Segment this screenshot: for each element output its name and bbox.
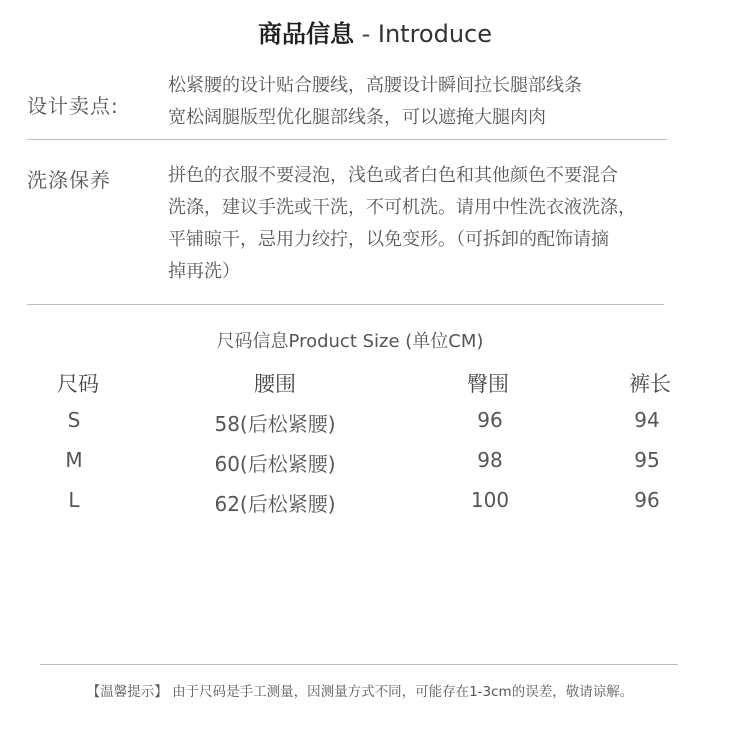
header-cell-size: 尺码 <box>57 372 99 396</box>
cell-length: 95 <box>634 448 660 472</box>
footer-divider <box>40 664 678 665</box>
page-header <box>0 14 750 49</box>
cell-size: S <box>67 408 81 432</box>
size-table-header <box>0 368 750 408</box>
cell-size: L <box>68 488 80 512</box>
cell-hip: 98 <box>477 448 503 472</box>
design-line: 宽松阔腿版型优化腿部线条，可以遮掩大腿肉肉 <box>168 107 546 128</box>
table-row <box>0 408 750 448</box>
cell-waist: 62(后松紧腰) <box>214 492 336 516</box>
design-label: 设计卖点: <box>27 94 119 118</box>
cell-size: M <box>65 448 83 472</box>
cell-hip: 96 <box>477 408 503 432</box>
table-row <box>0 448 750 488</box>
size-table-title: 尺码信息Product Size (单位CM) <box>216 331 484 352</box>
header-title-en: Introduce <box>377 20 493 48</box>
header-cell-length: 裤长 <box>629 372 671 396</box>
care-line: 拼色的衣服不要浸泡，浅色或者白色和其他颜色不要混合 <box>168 165 618 186</box>
care-label: 洗涤保养 <box>27 168 111 192</box>
care-line: 洗涤，建议手洗或干洗，不可机洗。请用中性洗衣液洗涤， <box>168 197 636 218</box>
header-cell-waist: 腰围 <box>254 372 296 396</box>
care-text <box>168 160 673 288</box>
header-separator: - <box>353 20 378 48</box>
section-divider <box>27 304 664 305</box>
table-row <box>0 488 750 528</box>
cell-length: 94 <box>634 408 660 432</box>
header-title-cn: 商品信息 <box>257 20 354 48</box>
section-divider <box>27 139 667 140</box>
design-line: 松紧腰的设计贴合腰线，高腰设计瞬间拉长腿部线条 <box>168 75 582 96</box>
cell-waist: 58(后松紧腰) <box>214 412 336 436</box>
care-line: 掉再洗） <box>168 261 240 282</box>
cell-waist: 60(后松紧腰) <box>214 452 336 476</box>
cell-hip: 100 <box>470 488 510 512</box>
size-table <box>0 368 750 528</box>
design-text <box>168 70 673 134</box>
cell-length: 96 <box>634 488 660 512</box>
header-cell-hip: 臀围 <box>467 372 509 396</box>
care-line: 平铺晾干，忌用力绞拧，以免变形。（可拆卸的配饰请摘 <box>168 229 609 250</box>
footer-note: 【温馨提示】 由于尺码是手工测量，因测量方式不同，可能存在1-3cm的误差，敬请谅解。 <box>86 684 634 700</box>
